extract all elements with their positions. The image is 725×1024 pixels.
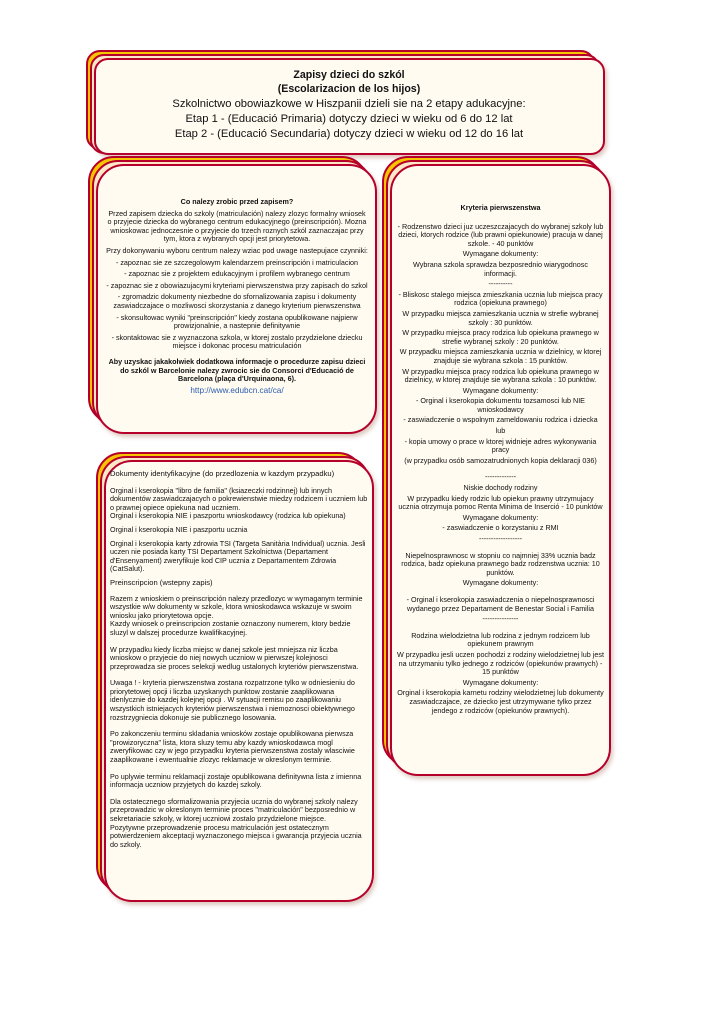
documents-paragraph: Orginal i kserokopia "libro de familia" (ksiazeczki rodzinnej) lub innych dokumentów zaswiadczajacych o pokrewienstwie miedzy rodzicem i uczniem lub o prawnej opiece opiekuna nad uczniem. Orginal i kserokopia NIE i paszportu wnioskodawcy (rodzica lub opiekuna) [110, 485, 368, 521]
documents-paragraph: Po zakonczeniu terminu skladania wniosków zostaje opublikowana pierwsza "prowizoryczna" lista, ktora sluzy temu aby kazdy wnioskodawca mogl zweryfikowac czy w jego przypadku kryteria pierwszenstwa zostaly wlasciwie zaaplikowane i ewentualnie zlozyc reklamacje w okreslonym terminie. [110, 729, 355, 765]
criteria-line: ------------- [484, 472, 517, 482]
criteria-line [397, 467, 604, 471]
criteria-line: - kopia umowy o prace w ktorej widnieje adres wykonywania pracy [404, 436, 597, 455]
criteria-line: (w przypadku osób samozatrudnionych kopia deklaracji 036) [404, 455, 597, 465]
before-heading: Co nalezy zrobic przed zapisem? [180, 198, 294, 206]
before-info: Aby uzyskac jakakolwiek dodatkowa informacje o procedurze zapisu dzieci do szkól w Barcelonie nalezy zwrocic sie do Consorci d'Educació de Barcelona (plaça d'Urquinaona, 6). [108, 356, 366, 384]
header-line-3: Etap 2 - (Educació Secundaria) dotyczy dzieci w wieku od 12 do 16 lat [174, 128, 524, 140]
criteria-line: Wymagane dokumenty: [462, 249, 539, 259]
documents-card [0, 440, 380, 910]
criteria-line: lub [495, 426, 506, 436]
page-title: Zapisy dzieci do szkól [293, 69, 405, 81]
documents-paragraph: Orginal i kserokopia karty zdrowia TSI (Targeta Sanitària Individual) ucznia. Jesli uczen nie posiada karty TSI Departament Szkolnictwa (Departament d'Ensenyament) zweryfikuje kod CIP ucznia z Departamentem Zdrowia (CatSalut). [110, 538, 366, 574]
criteria-line: - Orginal i kserokopia zaswiadczenia o niepelnosprawnosci wydanego przez Departament de Benestar Social i Familia [406, 594, 595, 613]
documents-paragraph: W przypadku kiedy liczba miejsc w danej szkole jest mniejsza niz liczba wnioskow o przyjecie do niej nowych uczniow w pierwszej kolejnosci przeprowadza sie proces selekcji wedlug ustalonych kryteriów pierwszenstwa. [110, 644, 359, 671]
criteria-line: ------------------ [478, 534, 523, 543]
before-item-1: - zapoznac sie ze szczegolowym kalendarzem preinscripción i matriculacion [115, 257, 359, 267]
documents-paragraph: Preinscripcion (wstepny zapis) [110, 577, 213, 587]
criteria-line: Wymagane dokumenty: [462, 385, 539, 395]
before-item-4: - zgromadzic dokumenty niezbedne do sfornalizowania zapisu i dokumenty zaswiadczajace o mozliwosci skorzystania z danego kryterium pierwszenstwa [113, 292, 361, 310]
criteria-line: Wymagane dokumenty: [462, 512, 539, 522]
criteria-list [397, 223, 604, 716]
criteria-line: W przypadku kiedy rodzic lub opiekun prawny utrzymujacy ucznia otrzymuja pomoc Renta Minima de Inserció - 10 punktów [398, 493, 603, 512]
documents-paragraph: Dla ostatecznego sformalizowania przyjecia ucznia do wybranej szkoly nalezy przeprowadzic w okreslonym terminie proces "matriculación" bezposrednio w sekretariacie szkoly, w ktorej uczniowi zostalo przydzielone miejsce. Pozytywne przeprowadzenie procesu matriculación jest ostatecznym potwierdzeniem akceptacji wyznaczonego miejsca i gwarancja przyjecia ucznia do szkoly. [110, 796, 362, 849]
criteria-content [397, 204, 604, 766]
header-line-1: Szkolnictwo obowiazkowe w Hiszpanii dzieli sie na 2 etapy adukacyjne: [172, 98, 526, 110]
criteria-line: Niskie dochody rodziny [463, 483, 538, 493]
criteria-line: W przypadku jesli uczen pochodzi z rodziny wielodzietnej lub jest na utrzymaniu tylko jednego z rodziców (opiekunów prawnych) - 15 punktów [397, 649, 604, 677]
criteria-line: ---------- [488, 279, 513, 289]
criteria-line: Niepelnosprawnosc w stopniu co najmniej 33% ucznia badz rodzica, badz opiekuna prawnego badz rodzenstwa ucznia: 10 punktów. [401, 550, 600, 577]
before-item-3: - zapoznac sie z obowiazujacymi kryteriami pierwszenstwa przy zapisach do szkol [106, 280, 368, 290]
criteria-line: Wybrana szkola sprawdza bezposrednio wiarygodnosc informacji. [413, 259, 588, 278]
criteria-line: W przypadku miejsca zamieszkania ucznia w strefie wybranej szkoly : 30 punktów. [402, 308, 599, 327]
criteria-line [397, 590, 604, 594]
documents-list [110, 470, 368, 849]
page-subtitle: (Escolarizacion de los hijos) [277, 83, 421, 95]
criteria-heading: Kryteria pierwszenstwa [460, 204, 541, 212]
criteria-line: - Bliskosc stalego miejsca zmieszkania ucznia lub miejsca pracy rodzica (opiekuna prawnego) [398, 289, 603, 308]
before-note: Przy dokonywaniu wyboru centrum nalezy wziac pod uwage nastepujace czynniki: [106, 245, 368, 255]
criteria-line: Orginal i kserokopia karnetu rodziny wielodzietnej lub dokumenty zaswiadczajace, ze dziecko jest utrzymywane tylko przez jendego z rodziców (opiekunów prawnych). [397, 688, 604, 715]
criteria-line: Rodzina wielodzietna lub rodzina z jednym rodzicem lub opiekunem prawnym [411, 630, 590, 649]
criteria-line: W przypadku miejsca pracy rodzica lub opiekuna prawnego w dzielnicy, w ktorej znajduje sie wybrana szkola : 10 punktów. [402, 366, 599, 385]
criteria-line [397, 626, 604, 630]
criteria-line: - zaswiadczenie o korzystaniu z RMI [442, 523, 559, 533]
header-line-2: Etap 1 - (Educació Primaria) dotyczy dzieci w wieku od 6 do 12 lat [185, 113, 513, 125]
documents-paragraph: Uwaga ! - kryteria pierwszenstwa zostana rozpatrzone tylko w odniesieniu do priorytetowej opcji i liczba uzyskanych punktow zostanie zaaplikowana idenlycznie do kazdej kolejnej opcji . W sytuacji remisu po zaaplikowaniu wszystkich istniejacych kryteriów pierwszenstwa i niemoznosci obiektywnego rozstrzygniecia dokonuje sie publicznego losowania. [110, 678, 355, 722]
before-item-5: - skonsultowac wyniki "preinscripción" kiedy zostana opublikowane najpierw prowizjonalnie, a nastepnie definitywnie [116, 312, 358, 331]
consorci-link[interactable]: http://www.edubcn.cat/ca/ [190, 385, 284, 395]
before-item-6: - skontaktowac sie z wyznaczona szkola, w ktorej zostalo przydzielone dziecku miejsce i dokonac procesu matriculación [111, 332, 363, 351]
documents-paragraph: Razem z wnioskiem o preinscripción nalezy przedlozyc w wymaganym terminie wszystkie w/w dokumenty w szkole, ktora wnioskodawca wskazuje w swoim wniosku jako priorytetowa opcje. Kazdy wniosek o preinscripcion zostanie oznaczony numerem, ktory bedzie sluzyl w dalszej procedurze kwalifikacyjnej. [110, 593, 363, 637]
documents-paragraph: Orginal i kserokopia NIE i paszportu ucznia [110, 524, 248, 534]
header-content [96, 68, 602, 150]
criteria-line: - zaswiadczenie o wspolnym zameldowaniu rodzica i dziecka [403, 415, 598, 425]
criteria-line: - Orginal i kserokopia dokumentu tozsamosci lub NIE wnioskodawcy [416, 396, 585, 414]
documents-content [110, 470, 368, 894]
criteria-line: Wymagane dokumenty: [462, 578, 539, 588]
criteria-line: W przypadku miejsca zamieszkania ucznia w dzielnicy, w ktorej znajduje sie wybrana szkola : 15 punktów. [399, 347, 602, 365]
criteria-line: --------------- [482, 614, 519, 624]
criteria-line [397, 546, 604, 550]
criteria-line: - Rodzenstwo dzieci juz uczeszczajacych do wybranej szkoly lub dzieci, ktorych rodzice (lub prawni opiekunowie) pracuja w danej szkole. - 40 punktów [397, 221, 604, 248]
criteria-line: W przypadku miejsca pracy rodzica lub opiekuna prawnego w strefie wybranej szkoly : 20 punktów. [402, 328, 599, 346]
before-item-2: - zapoznac sie z projektem edukacyjnym i profilem wybranego centrum [124, 269, 350, 279]
header-card [0, 0, 725, 170]
documents-paragraph: Po uplywie terminu reklamacji zostaje opublikowana definitywna lista z imienna informacja uczniow przyjetych do kazdej szkoly. [110, 771, 362, 790]
criteria-line: Wymagane dokumenty: [462, 677, 539, 687]
before-intro: Przed zapisem dziecka do szkoly (matriculación) nalezy zlozyc formalny wniosek o przyjecie dziecka do wybranego centrum edukacyjnego (preinscripción). Mozna wnioskowac jednoczesnie o przyjecie do trzech roznych szkól zaznaczajac przy tym, ktora z wybranych opcji jest priorytetowa. [107, 208, 367, 244]
documents-paragraph: Dokumenty identyfikacyjne (do przedlozenia w kazdym przypadku) [110, 470, 335, 478]
